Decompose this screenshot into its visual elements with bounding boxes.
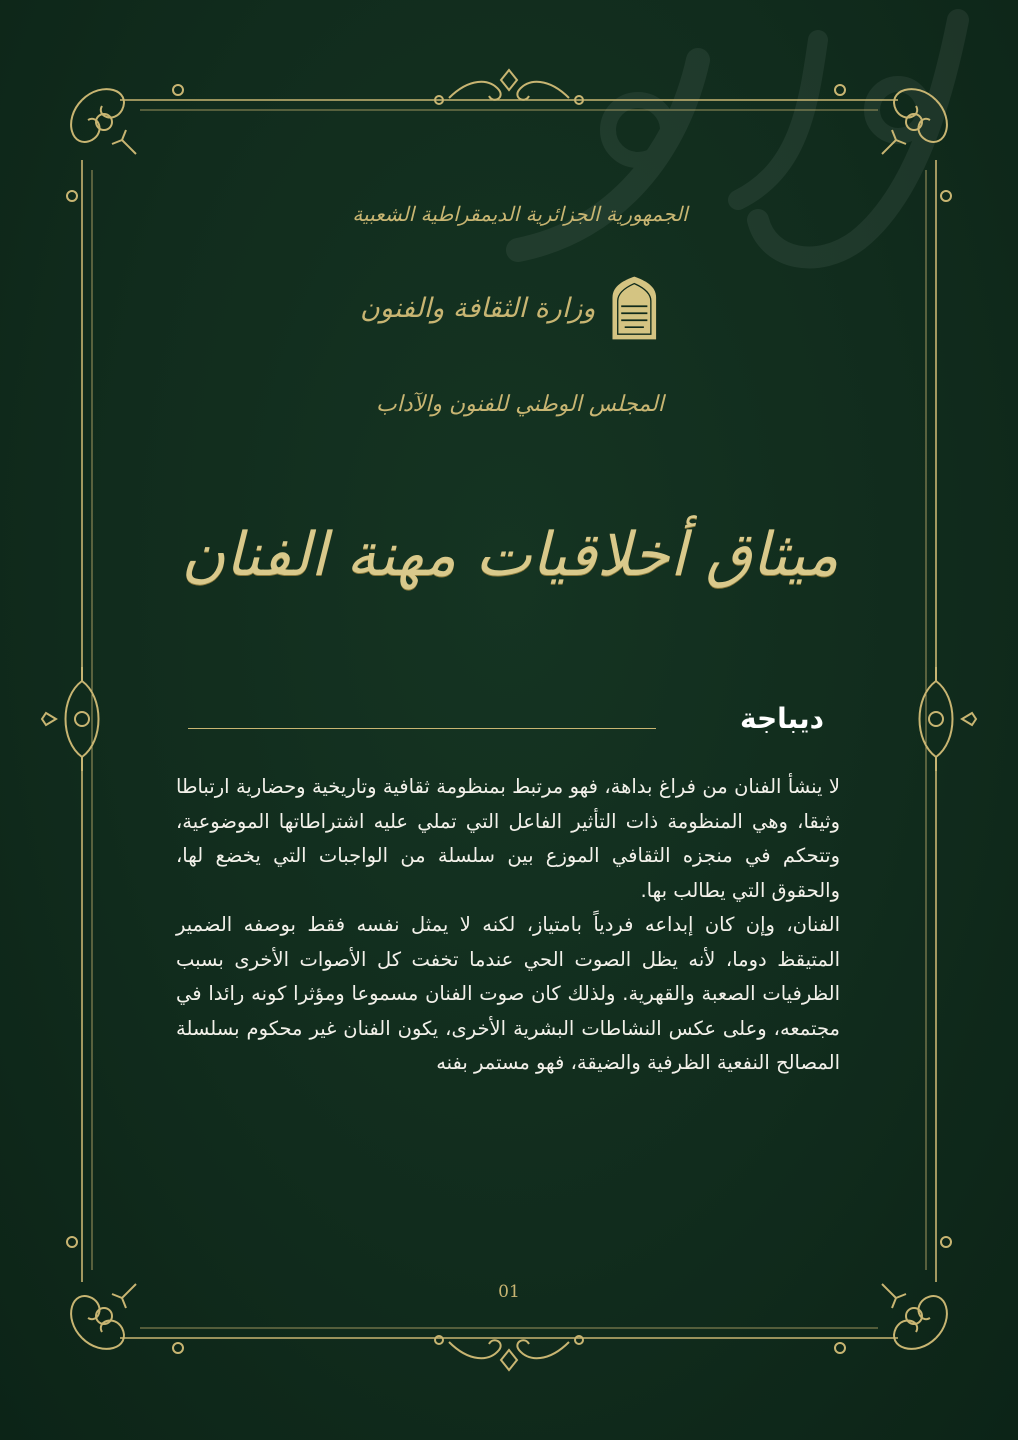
section-header xyxy=(188,702,832,746)
paragraph: لا ينشأ الفنان من فراغ بداهة، فهو مرتبط بمنظومة ثقافية وتاريخية وحضارية ارتباطا وثيقا، وهي المنظومة ذات التأثير الفاعل التي تملي عليه اشتراطاتها الموضوعية، وتتحكم في منجزه الثقافي الموزع بين سلسلة من الواجبات التي يخضع لها، والحقوق التي يطالب بها. xyxy=(176,775,840,902)
section-divider xyxy=(188,728,656,729)
section-heading: ديباجة xyxy=(740,702,824,735)
council-name: المجلس الوطني للفنون والآداب xyxy=(376,392,664,417)
paragraph: الفنان، وإن كان إبداعه فردياً بامتياز، لكنه لا يمثل نفسه فقط بوصفه الضمير المتيقظ دوما، لأنه يظل الصوت الحي عندما تخفت كل الأصوات الأخرى بسبب الظرفيات الصعبة والقهرية. ولذلك كان صوت الفنان مسموعا ومؤثرا كونه رائدا في مجتمعه، وعلى عكس النشاطات البشرية الأخرى، يكون الفنان غير محكوم بسلسلة المصالح النفعية الظرفية والضيقة، فهو مستمر بفنه xyxy=(176,913,840,1074)
ministry-header xyxy=(360,268,660,348)
page-number: 01 xyxy=(498,1282,520,1302)
body-text xyxy=(176,770,840,1081)
ministry-name: وزارة الثقافة والفنون xyxy=(360,292,596,324)
document-title: ميثاق أخلاقيات مهنة الفنان xyxy=(181,520,839,590)
ministry-logo-icon xyxy=(609,270,660,346)
republic-name: الجمهورية الجزائرية الديمقراطية الشعبية xyxy=(352,202,688,226)
